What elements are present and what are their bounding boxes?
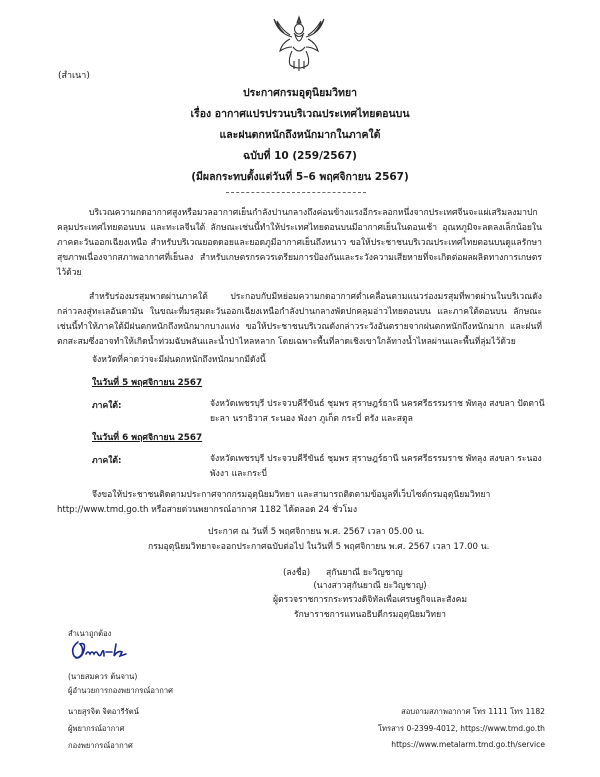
forecaster-position: ผู้พยากรณ์อากาศ	[68, 724, 125, 733]
certified-name: (นายสมควร ต้นจาน)	[68, 672, 138, 681]
announced-date: ประกาศ ณ วันที่ 5 พฤศจิกายน พ.ศ. 2567 เวลา 05.00 น.	[208, 527, 425, 537]
signatory-position-2: รักษาราชการแทนอธิบดีกรมอุตุนิยมวิทยา	[294, 609, 446, 620]
contact-service-url: https://www.metalarm.tmd.go.th/service	[391, 740, 545, 749]
forecaster-name: นายสุรจิต จิตอารีรัตน์	[68, 707, 139, 716]
closing-line-1: จึงขอให้ประชาชนติดตามประกาศจากกรมอุตุนิยมวิทยา และสามารถติดตามข้อมูลที่เว็บไซต์กรมอุตุนิยมวิทยา	[92, 490, 491, 500]
signatory-position-1: ผู้ตรวจราชการกระทรวงดิจิทัลเพื่อเศรษฐกิจและสังคม	[273, 595, 467, 606]
title-effective-dates: (มีผลกระทบตั้งแต่วันที่ 5–6 พฤศจิกายน 2567)	[191, 171, 409, 183]
paragraph-monsoon	[57, 290, 542, 350]
day-2-provinces-line2: พังงา และกระบี่	[210, 468, 267, 479]
day-1-heading: ในวันที่ 5 พฤศจิกายน 2567	[92, 378, 203, 388]
day-1-provinces	[210, 397, 555, 426]
signatory-block	[220, 579, 520, 622]
day-2-heading: ในวันที่ 6 พฤศจิกายน 2567	[92, 433, 203, 443]
title-issue-number: ฉบับที่ 10 (259/2567)	[243, 150, 357, 162]
divider	[226, 192, 366, 193]
title-agency: ประกาศกรมอุตุนิยมวิทยา	[242, 87, 358, 99]
day-1-region-label: ภาคใต้:	[92, 401, 122, 411]
day-2-provinces-line1: จังหวัดเพชรบุรี ประจวบคีรีขันธ์ ชุมพร สุราษฎร์ธานี นครศรีธรรมราช พัทลุง สงขลา ระนอง	[210, 454, 542, 464]
signatory-full-name: (นางสาวสุกันยาณี ยะวิญชาญ)	[313, 581, 427, 591]
day-2-provinces	[210, 452, 555, 481]
handwritten-signature-icon	[68, 638, 128, 662]
paragraph-cold-air-text: บริเวณความกดอากาศสูงหรือมวลอากาศเย็นกำลังปานกลางถึงค่อนข้างแรงอีกระลอกหนึ่งจากประเทศจีนจะแผ่เสริมลงมาปกคลุมประเทศไทยตอนบน และทะเลจีนใต้ ลักษณะเช่นนี้ทำให้ประเทศไทยตอนบนมีอากาศเย็นในตอนเช้า อุณหภูมิจะลดลงเล็กน้อยในภาคตะวันออกเฉียงเหนือ สำหรับบริเวณยอดดอยและยอดภูมีอากาศเย็นถึงหนาว ขอให้ประชาชนบริเวณประเทศไทยตอนบนดูแลรักษาสุขภาพเนื่องจากสภาพอากาศที่เย็นลง สำหรับเกษตรกรควรเตรียมการป้องกันและระวังความเสียหายที่จะเกิดต่อผลผลิตทางการเกษตรไว้ด้วย	[57, 208, 542, 278]
day-2-region-label: ภาคใต้:	[92, 456, 122, 466]
title-subject: เรื่อง อากาศแปรปรวนบริเวณประเทศไทยตอนบน	[190, 108, 410, 120]
day-1-provinces-line1: จังหวัดเพชรบุรี ประจวบคีรีขันธ์ ชุมพร สุราษฎร์ธานี นครศรีธรรมราช พัทลุง สงขลา ปัตตานี	[210, 399, 545, 409]
signed-label: (ลงชื่อ)	[283, 568, 311, 578]
paragraph-cold-air	[57, 206, 542, 281]
signed-name: สุกันยาณี ยะวิญชาญ	[326, 568, 403, 578]
day-1-provinces-line2: ยะลา นราธิวาส ระนอง พังงา ภูเก็ต กระบี่ ตรัง และสตูล	[210, 413, 413, 424]
paragraph-monsoon-text: สำหรับร่องมรสุมพาดผ่านภาคใต้ ประกอบกับมีหย่อมความกดอากาศต่ำเคลื่อนตามแนวร่องมรสุมที่พาดผ่านในบริเวณดังกล่าวลงสู่ทะเลอันดามัน ในขณะที่มรสุมตะวันออกเฉียงเหนือกำลังปานกลางพัดปกคลุมอ่าวไทยตอนบน และภาคใต้ตอนบน ลักษณะเช่นนี้ทำให้ภาคใต้มีฝนตกหนักถึงหนักมากบางแห่ง ขอให้ประชาชนบริเวณดังกล่าวระวังอันตรายจากฝนตกหนักถึงหนักมาก และฝนที่ตกสะสมซึ่งอาจทำให้เกิดน้ำท่วมฉับพลันและน้ำป่าไหลหลาก โดยเฉพาะพื้นที่ลาดเชิงเขาใกล้ทางน้ำไหลผ่านและพื้นที่ลุ่มไว้ด้วย	[57, 292, 542, 347]
closing-line-2: http://www.tmd.go.th หรือสายด่วนพยากรณ์อากาศ 1182 ได้ตลอด 24 ชั่วโมง	[57, 505, 358, 515]
next-issue-notice: กรมอุตุนิยมวิทยาจะออกประกาศฉบับต่อไป ในวันที่ 5 พฤศจิกายน พ.ศ. 2567 เวลา 17.00 น.	[148, 542, 490, 552]
certified-label: สำเนาถูกต้อง	[68, 629, 112, 638]
contact-fax-website: โทรสาร 0-2399-4012, https://www.tmd.go.th	[377, 724, 545, 733]
provinces-intro: จังหวัดที่คาดว่าจะมีฝนตกหนักถึงหนักมากมีดังนี้	[92, 355, 266, 365]
garuda-emblem-icon	[268, 13, 330, 75]
title-subject-2: และฝนตกหนักถึงหนักมากในภาคใต้	[219, 129, 381, 141]
certified-position: ผู้อำนวยการกองพยากรณ์อากาศ	[68, 686, 173, 695]
copy-mark: (สำเนา)	[58, 71, 90, 81]
forecaster-division: กองพยากรณ์อากาศ	[68, 741, 133, 750]
contact-phone: สอบถามสภาพอากาศ โทร 1111 โทร 1182	[401, 707, 545, 716]
